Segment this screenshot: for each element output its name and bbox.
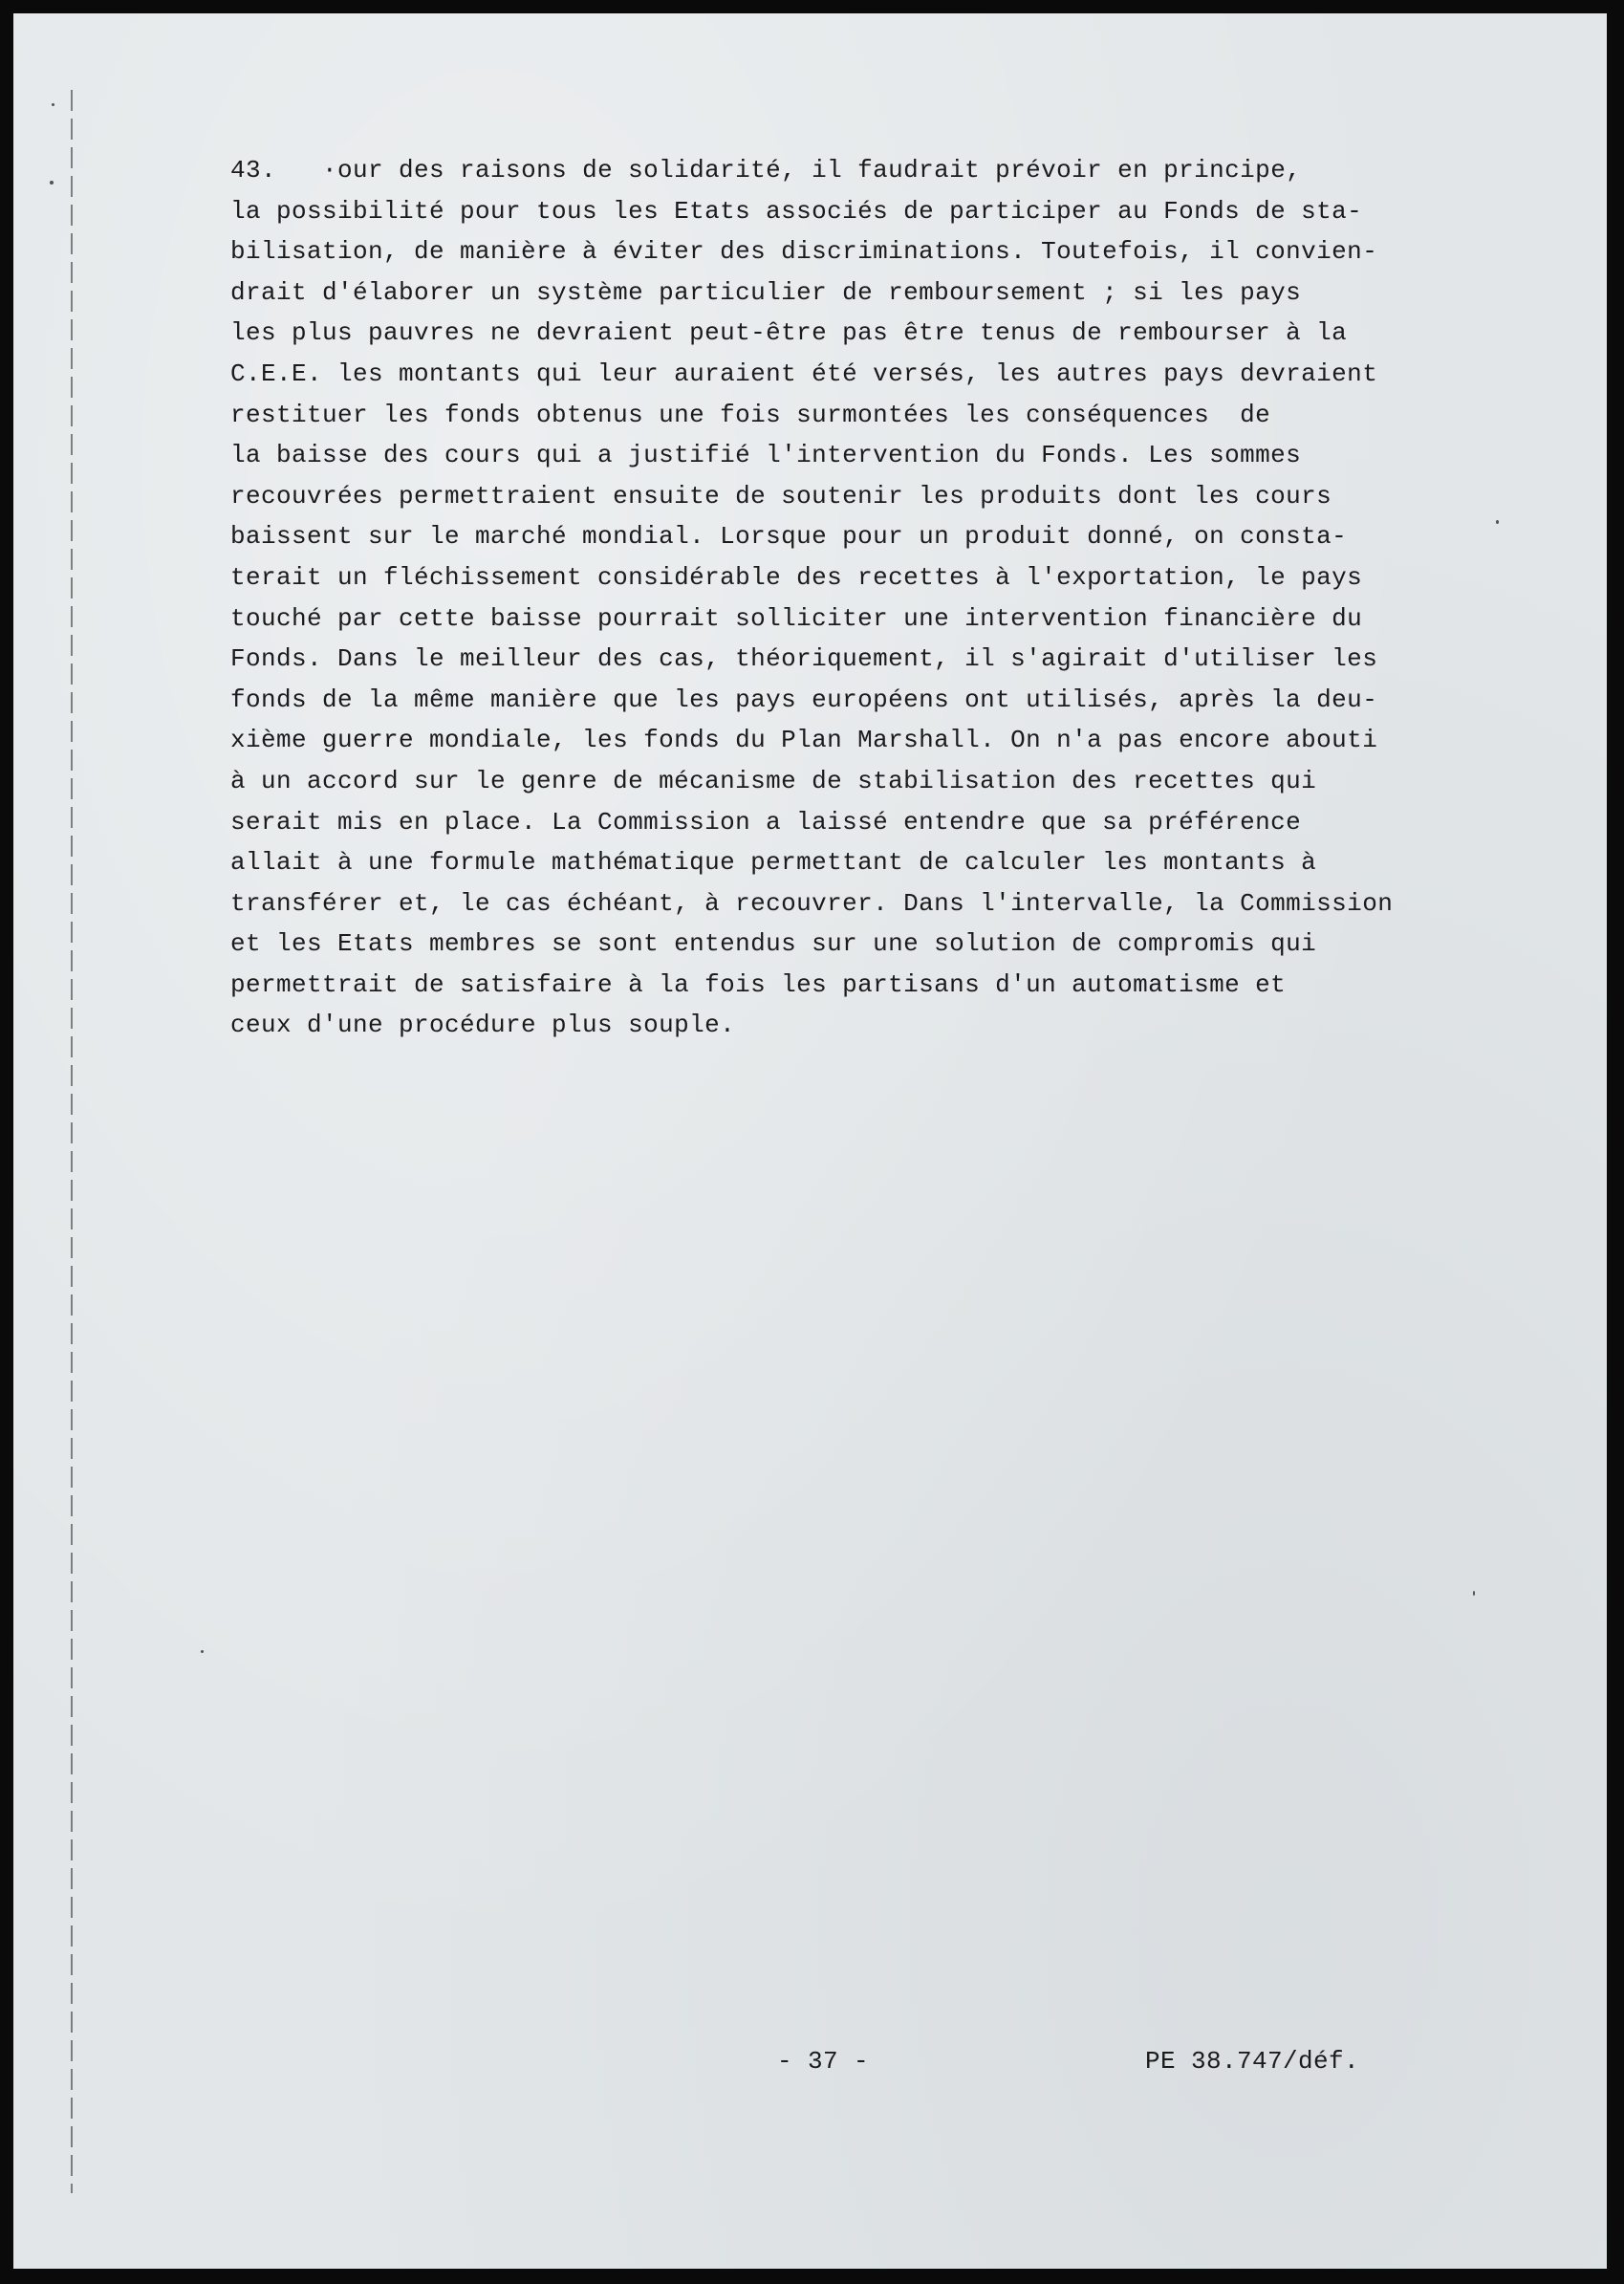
text-line-1: [230, 150, 1416, 191]
text-line: à un accord sur le genre de mécanisme de stabilisation des recettes qui: [230, 766, 1317, 795]
page-number: - 37 -: [777, 2047, 870, 2076]
scan-speck: [1473, 1591, 1475, 1596]
document-reference: PE 38.747/déf.: [1145, 2047, 1360, 2076]
text-line: les plus pauvres ne devraient peut-être pas être tenus de rembourser à la: [230, 318, 1348, 348]
text-line: drait d'élaborer un système particulier de remboursement ; si les pays: [230, 277, 1302, 307]
text-line: recouvrées permettraient ensuite de soutenir les produits dont les cours: [230, 481, 1332, 511]
text-line: ceux d'une procédure plus souple.: [230, 1011, 736, 1040]
text-line: et les Etats membres se sont entendus sur une solution de compromis qui: [230, 929, 1317, 959]
text-line: allait à une formule mathématique permettant de calculer les montants à: [230, 848, 1317, 878]
text-line: C.E.E. les montants qui leur auraient été versés, les autres pays devraient: [230, 359, 1378, 388]
text-line: la baisse des cours qui a justifié l'intervention du Fonds. Les sommes: [230, 441, 1302, 470]
text-line: fonds de la même manière que les pays européens ont utilisés, après la deu-: [230, 685, 1378, 714]
margin-rule: [71, 90, 73, 2193]
body-paragraph: [230, 150, 1416, 1046]
scan-speck: [52, 103, 54, 106]
text-line: la possibilité pour tous les Etats associés de participer au Fonds de sta-: [230, 196, 1363, 226]
text-line: permettrait de satisfaire à la fois les partisans d'un automatisme et: [230, 969, 1287, 999]
scan-speck: [201, 1650, 204, 1653]
text-line: terait un fléchissement considérable des recettes à l'exportation, le pays: [230, 562, 1363, 592]
text-line: serait mis en place. La Commission a laissé entendre que sa préférence: [230, 807, 1302, 837]
scan-speck: [1496, 520, 1499, 524]
text-line: Fonds. Dans le meilleur des cas, théoriquement, il s'agirait d'utiliser les: [230, 644, 1378, 674]
text-line: restituer les fonds obtenus une fois surmontées les conséquences de: [230, 400, 1271, 429]
text-line: xième guerre mondiale, les fonds du Plan Marshall. On n'a pas encore abouti: [230, 726, 1378, 755]
text-line-1-content: ·our des raisons de solidarité, il faudrait prévoir en principe,: [322, 156, 1302, 185]
text-line: baissent sur le marché mondial. Lorsque pour un produit donné, on consta-: [230, 522, 1348, 552]
scan-speck: [50, 181, 54, 185]
text-line: bilisation, de manière à éviter des discriminations. Toutefois, il convien-: [230, 237, 1378, 267]
text-line: transférer et, le cas échéant, à recouvrer. Dans l'intervalle, la Commission: [230, 888, 1394, 918]
paragraph-number: 43.: [230, 156, 277, 185]
text-line: touché par cette baisse pourrait solliciter une intervention financière du: [230, 603, 1363, 633]
